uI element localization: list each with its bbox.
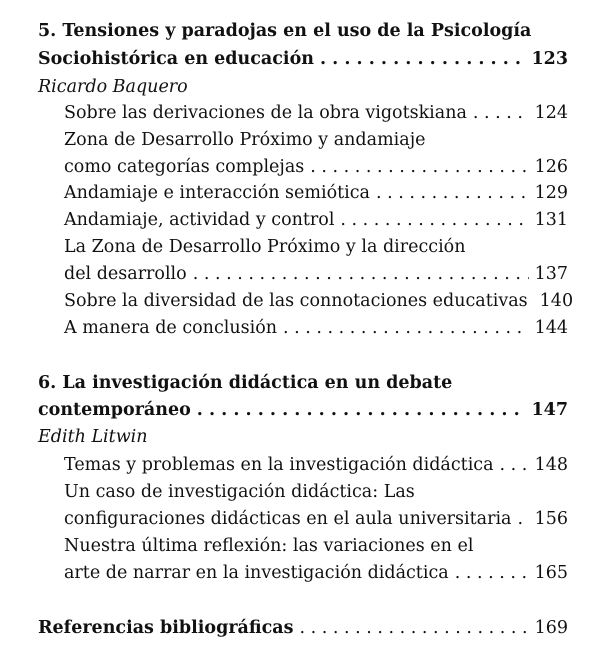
toc-entry[interactable] (64, 100, 568, 126)
dot-leader (500, 452, 529, 478)
entry-title: como categorías complejas (64, 157, 305, 177)
dot-leader (320, 46, 526, 72)
section-6-title-line2[interactable] (38, 397, 568, 423)
entry-title: A manera de conclusión (64, 318, 277, 338)
references-title: Referencias bibliográficas (38, 618, 294, 638)
entry-title: Sobre la diversidad de las connotaciones educativas (64, 291, 528, 311)
page-number: 169 (534, 618, 568, 638)
toc-entry[interactable] (64, 452, 568, 478)
dot-leader (340, 207, 528, 233)
entry-title: Andamiaje, actividad y control (64, 210, 335, 230)
section-5-title-text: Sociohistórica en educación (38, 49, 314, 69)
page-number: 140 (539, 291, 574, 311)
page-number: 144 (534, 318, 568, 338)
references-entry[interactable] (38, 615, 568, 641)
page-number: 124 (534, 103, 568, 123)
page-number: 126 (534, 157, 568, 177)
entry-title-line: Nuestra última reflexión: las variaciones en el (64, 536, 474, 556)
page-number: 148 (534, 455, 568, 475)
dot-leader (283, 315, 529, 341)
dot-leader (299, 615, 528, 641)
section-6-author: Edith Litwin (38, 427, 148, 447)
dot-leader (376, 180, 529, 206)
entry-title: Andamiaje e interacción semiótica (64, 183, 370, 203)
entry-title: configuraciones didácticas en el aula universitaria (64, 509, 512, 529)
section-6-title-text: contemporáneo (38, 400, 191, 420)
page-number: 165 (534, 563, 568, 583)
page-number: 147 (531, 400, 568, 420)
entry-title: arte de narrar en la investigación didáctica (64, 563, 449, 583)
entry-title-line: La Zona de Desarrollo Próximo y la dirección (64, 237, 466, 257)
section-5-title-line2[interactable] (38, 46, 568, 72)
toc-entry[interactable] (64, 180, 568, 206)
toc-entry[interactable] (64, 207, 568, 233)
toc-entry[interactable] (64, 261, 568, 287)
entry-title: del desarrollo (64, 264, 187, 284)
dot-leader (197, 397, 526, 423)
toc-entry[interactable] (64, 154, 568, 180)
toc-entry[interactable] (64, 288, 574, 314)
dot-leader (473, 100, 529, 126)
page-number: 131 (534, 210, 568, 230)
page-number: 123 (531, 49, 568, 69)
section-5-title-line1: 5. Tensiones y paradojas en el uso de la Psicología (38, 21, 532, 41)
entry-title: Sobre las derivaciones de la obra vigotskiana (64, 103, 467, 123)
entry-title: Temas y problemas en la investigación didáctica (64, 455, 494, 475)
section-6-title-line1: 6. La investigación didáctica en un debate (38, 373, 453, 393)
entry-title-line: Zona de Desarrollo Próximo y andamiaje (64, 130, 426, 150)
dot-leader (193, 261, 529, 287)
section-5-author: Ricardo Baquero (38, 77, 188, 97)
page-number: 156 (534, 509, 568, 529)
entry-title-line: Un caso de investigación didáctica: Las (64, 482, 415, 502)
toc-entry[interactable] (64, 506, 568, 532)
toc-entry[interactable] (64, 315, 568, 341)
toc-entry[interactable] (64, 560, 568, 586)
dot-leader (310, 154, 528, 180)
page-number: 129 (534, 183, 568, 203)
page-number: 137 (534, 264, 568, 284)
dot-leader (455, 560, 529, 586)
dot-leader (518, 506, 529, 532)
